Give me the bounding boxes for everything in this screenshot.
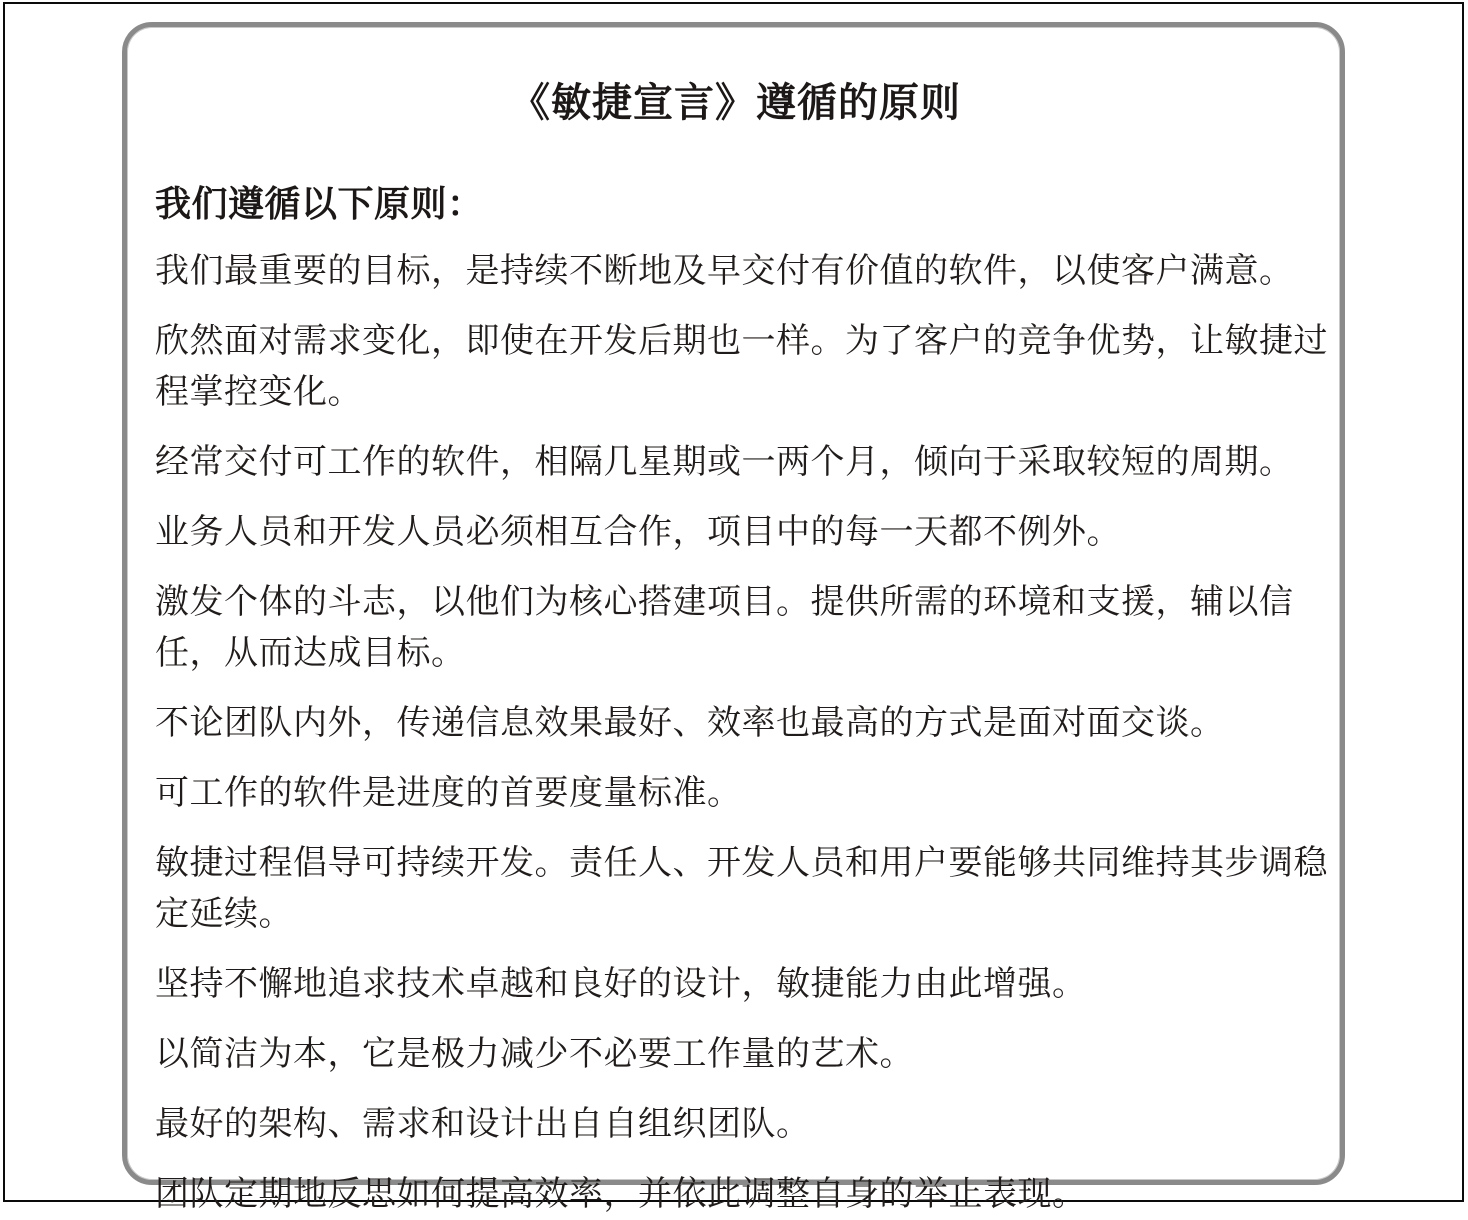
- principle-item: 坚持不懈地追求技术卓越和良好的设计，敏捷能力由此增强。: [155, 965, 1087, 1003]
- principle-item: 最好的架构、需求和设计出自自组织团队。: [155, 1105, 811, 1143]
- principle-item: 激发个体的斗志，以他们为核心搭建项目。提供所需的环境和支援，辅以信任，从而达成目标。: [155, 583, 1294, 672]
- manifesto-panel: [122, 22, 1345, 1213]
- intro-line: 我们遵循以下原则：: [155, 183, 484, 224]
- principle-item: 敏捷过程倡导可持续开发。责任人、开发人员和用户要能够共同维持其步调稳定延续。: [155, 844, 1328, 933]
- principles-list: [155, 246, 1331, 1220]
- principle-item: 不论团队内外，传递信息效果最好、效率也最高的方式是面对面交谈。: [155, 704, 1225, 742]
- principle-item: 可工作的软件是进度的首要度量标准。: [155, 774, 742, 812]
- principle-item: 业务人员和开发人员必须相互合作，项目中的每一天都不例外。: [155, 513, 1121, 551]
- page-title: 《敏捷宣言》遵循的原则: [510, 81, 961, 125]
- principle-item: 团队定期地反思如何提高效率，并依此调整自身的举止表现。: [155, 1175, 1087, 1213]
- principle-item: 经常交付可工作的软件，相隔几星期或一两个月，倾向于采取较短的周期。: [155, 443, 1294, 481]
- principle-item: 欣然面对需求变化，即使在开发后期也一样。为了客户的竞争优势，让敏捷过程掌控变化。: [155, 322, 1328, 411]
- principle-item: 以简洁为本，它是极力减少不必要工作量的艺术。: [155, 1035, 914, 1073]
- principle-item: 我们最重要的目标，是持续不断地及早交付有价值的软件，以使客户满意。: [155, 252, 1294, 290]
